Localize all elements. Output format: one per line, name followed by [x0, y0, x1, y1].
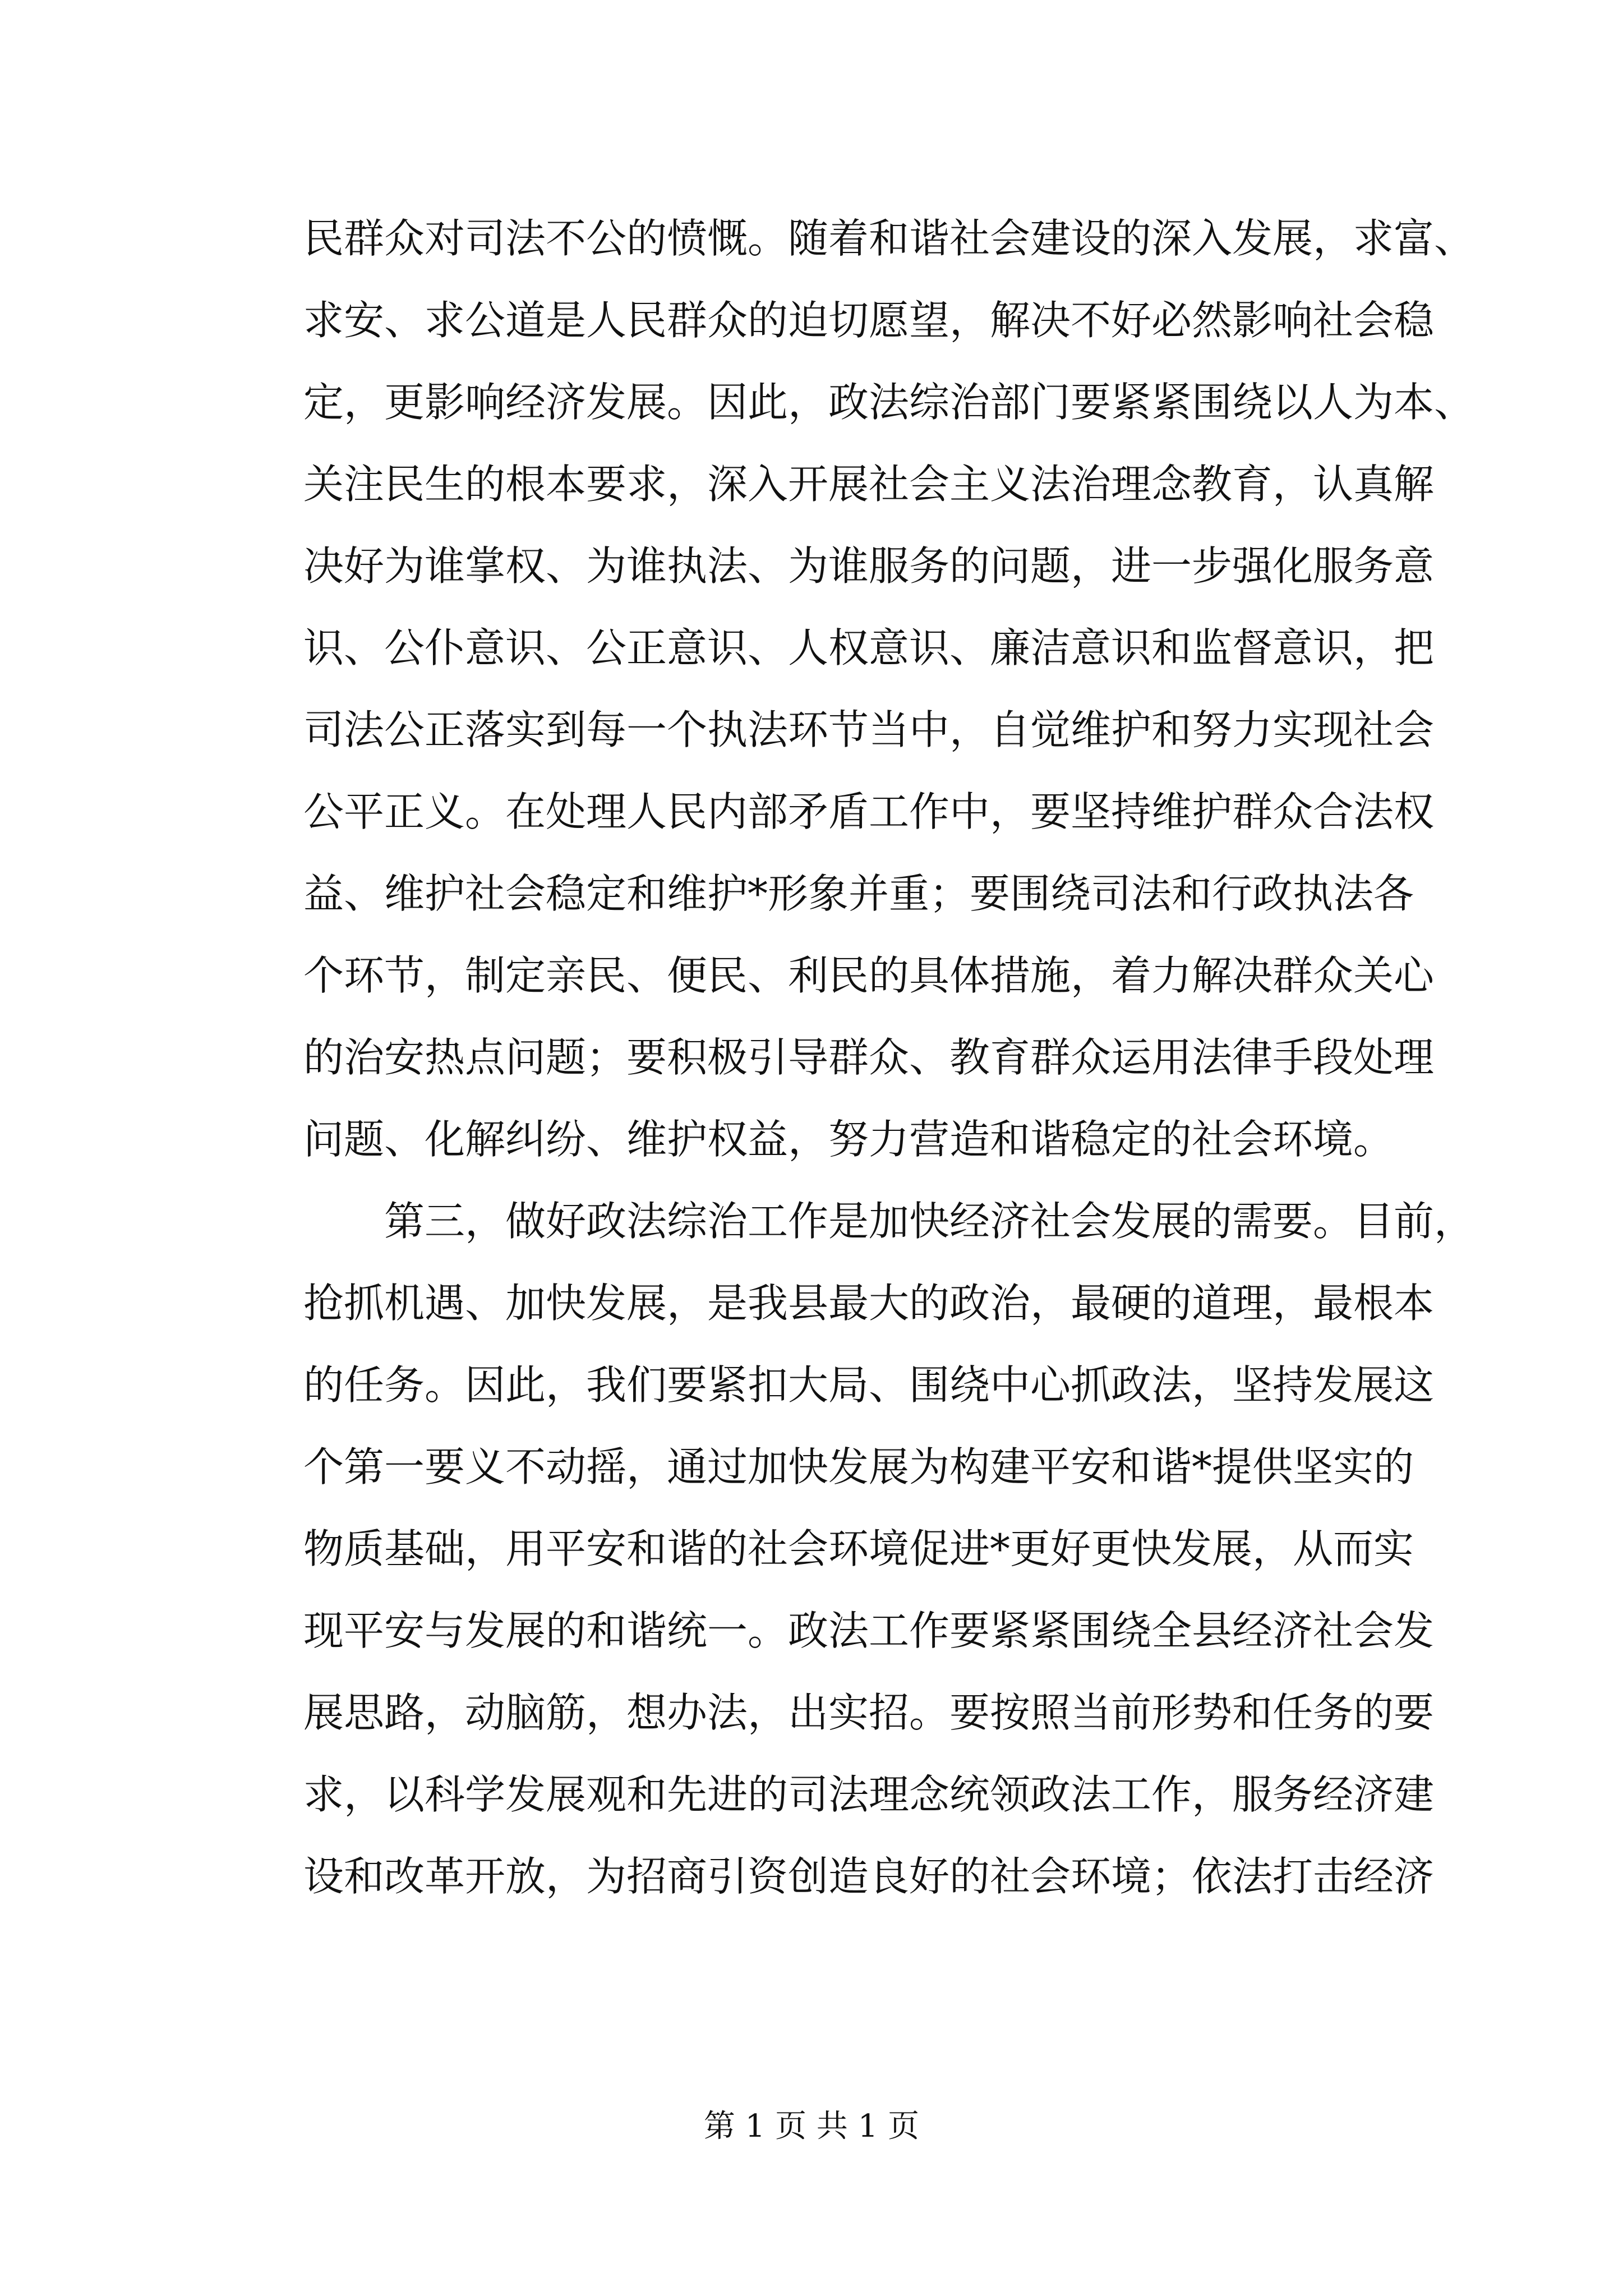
text-line: 现平安与发展的和谐统一。政法工作要紧紧围绕全县经济社会发 [303, 1607, 1435, 1654]
text-line: 抢抓机遇、加快发展，是我县最大的政治，最硬的道理，最根本 [303, 1280, 1435, 1327]
text-line: 问题、化解纠纷、维护权益，努力营造和谐稳定的社会环境。 [303, 1116, 1394, 1163]
text-line: 益、维护社会稳定和维护*形象并重；要围绕司法和行政执法各 [303, 870, 1414, 917]
text-line: 第三，做好政法综治工作是加快经济社会发展的需要。目前， [384, 1198, 1475, 1245]
text-line: 司法公正落实到每一个执法环节当中，自觉维护和努力实现社会 [303, 706, 1435, 753]
text-line: 的治安热点问题；要积极引导群众、教育群众运用法律手段处理 [303, 1034, 1435, 1081]
text-line: 关注民生的根本要求，深入开展社会主义法治理念教育，认真解 [303, 461, 1435, 508]
text-line: 个第一要义不动摇，通过加快发展为构建平安和谐*提供坚实的 [303, 1443, 1414, 1490]
text-line: 决好为谁掌权、为谁执法、为谁服务的问题，进一步强化服务意 [303, 542, 1435, 590]
text-line: 识、公仆意识、公正意识、人权意识、廉洁意识和监督意识，把 [303, 624, 1435, 671]
text-line: 物质基础，用平安和谐的社会环境促进*更好更快发展，从而实 [303, 1525, 1414, 1572]
text-line: 个环节，制定亲民、便民、利民的具体措施，着力解决群众关心 [303, 952, 1435, 999]
text-line: 公平正义。在处理人民内部矛盾工作中，要坚持维护群众合法权 [303, 788, 1435, 835]
body-text [303, 197, 1475, 1917]
text-line: 展思路，动脑筋，想办法，出实招。要按照当前形势和任务的要 [303, 1689, 1435, 1736]
text-line: 求，以科学发展观和先进的司法理念统领政法工作，服务经济建 [303, 1771, 1435, 1818]
text-line: 求安、求公道是人民群众的迫切愿望，解决不好必然影响社会稳 [303, 297, 1435, 344]
text-line: 设和改革开放，为招商引资创造良好的社会环境；依法打击经济 [303, 1853, 1435, 1900]
text-line: 的任务。因此，我们要紧扣大局、围绕中心抓政法，坚持发展这 [303, 1361, 1435, 1409]
text-line: 民群众对司法不公的愤慨。随着和谐社会建设的深入发展，求富、 [303, 215, 1475, 262]
page-footer: 第 1 页 共 1 页 [703, 2108, 920, 2145]
text-line: 定，更影响经济发展。因此，政法综治部门要紧紧围绕以人为本、 [303, 379, 1475, 426]
